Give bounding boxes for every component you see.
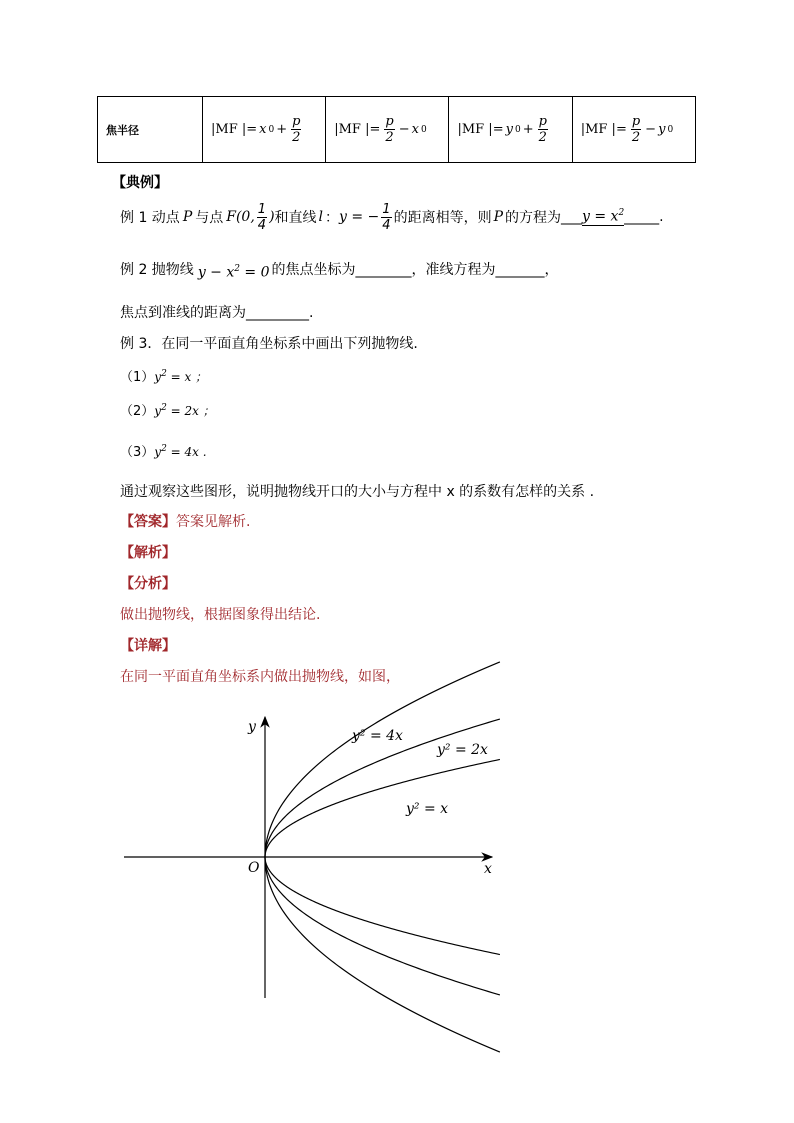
answer-tag: 【答案】 [120, 514, 176, 530]
parabola-1x-upper [265, 759, 500, 857]
cell-fraction: $\frac{p}{2}$ [631, 114, 641, 145]
answer-text: 答案见解析. [176, 514, 251, 530]
curve-label-1x: y² = x [406, 801, 449, 817]
section-example-heading: 【典例】 [112, 175, 168, 191]
cell-sub: 0 [667, 124, 674, 135]
ex2-line-2: 焦点到准线的距离为_________. [120, 305, 314, 321]
cell-lhs: |MF |= [457, 122, 504, 137]
table-row-label: 焦半径 [98, 97, 203, 163]
ex3-item-2: $(2)y^2 = 2x$ ； [120, 403, 215, 419]
ex1-blank-pre: ___ [561, 209, 582, 225]
xiangjie-text: 在同一平面直角坐标系内做出抛物线，如图， [120, 669, 400, 685]
ex1-colon: ： [325, 210, 340, 226]
x-axis-label: x [484, 861, 492, 877]
cell-fraction: $\frac{p}{2}$ [538, 114, 547, 145]
ex1-text-b: 与点 [195, 210, 224, 226]
ex1-blank-post: _____. [624, 209, 664, 225]
ex1-fraction: $\frac{1}{4}$ [257, 201, 267, 233]
ex1-text-d: 的距离相等，则 [393, 210, 492, 226]
ex3-item-3: $(3)y^2 = 4x$ . [120, 444, 207, 460]
cell-sub: 0 [268, 124, 275, 135]
cell-op: − [398, 122, 410, 137]
ex1-text-a: 例 1 动点 [120, 210, 180, 226]
ex2-equation: $y - x^2 = 0$ [197, 264, 270, 281]
cell-fraction: $\frac{p}{2}$ [385, 114, 394, 145]
ex1-point-f: F(0, [226, 209, 255, 225]
ex1-line-eq: y = − [339, 209, 380, 225]
xiangjie-tag: 【详解】 [120, 638, 176, 654]
cell-op: + [276, 122, 288, 137]
ex1-answer: $y = x^2$ [582, 208, 625, 225]
cell-fraction: $\frac{p}{2}$ [292, 114, 301, 145]
cell-lhs: |MF |= [211, 122, 258, 137]
curve-label-2x: y² = 2x [437, 742, 488, 758]
ex3-question: 通过观察这些图形，说明抛物线开口的大小与方程中 x 的系数有怎样的关系 . [120, 484, 595, 500]
cell-sub: 0 [420, 124, 427, 135]
ex1-p2: P [493, 209, 503, 225]
ex1-close: ) [269, 209, 275, 225]
parabola-1x-lower [265, 857, 500, 955]
ex3-item-1: $(1)y^2 = x$ ； [120, 369, 208, 385]
cell-lhs: |MF |= [334, 122, 381, 137]
y-axis-label: y [248, 719, 256, 735]
ex2-text-b: 的焦点坐标为________，准线方程为_______， [271, 262, 559, 279]
ex1-line-l: l [318, 209, 324, 225]
origin-label: O [248, 860, 260, 876]
cell-term: x [411, 122, 419, 137]
curve-label-4x: y² = 4x [352, 728, 403, 744]
ex2-text-a: 例 2 抛物线 [120, 262, 194, 279]
cell-term: x [259, 122, 267, 137]
cell-term: y [505, 122, 513, 137]
ex1-text-e: 的方程为 [505, 210, 561, 226]
ex1-p: P [182, 209, 193, 225]
ex3-title: 例 3．在同一平面直角坐标系中画出下列抛物线. [120, 336, 418, 352]
cell-op: + [522, 122, 534, 137]
cell-sub: 0 [514, 124, 521, 135]
ex1-text-c: 和直线 [274, 210, 317, 226]
jiexi-tag: 【解析】 [120, 545, 176, 561]
cell-term: y [658, 122, 666, 137]
ex1-fraction-2: $\frac{1}{4}$ [382, 201, 391, 233]
fenxi-text: 做出抛物线，根据图象得出结论. [120, 607, 321, 623]
cell-op: − [645, 122, 657, 137]
fenxi-tag: 【分析】 [120, 576, 176, 592]
cell-lhs: |MF |= [580, 122, 627, 137]
